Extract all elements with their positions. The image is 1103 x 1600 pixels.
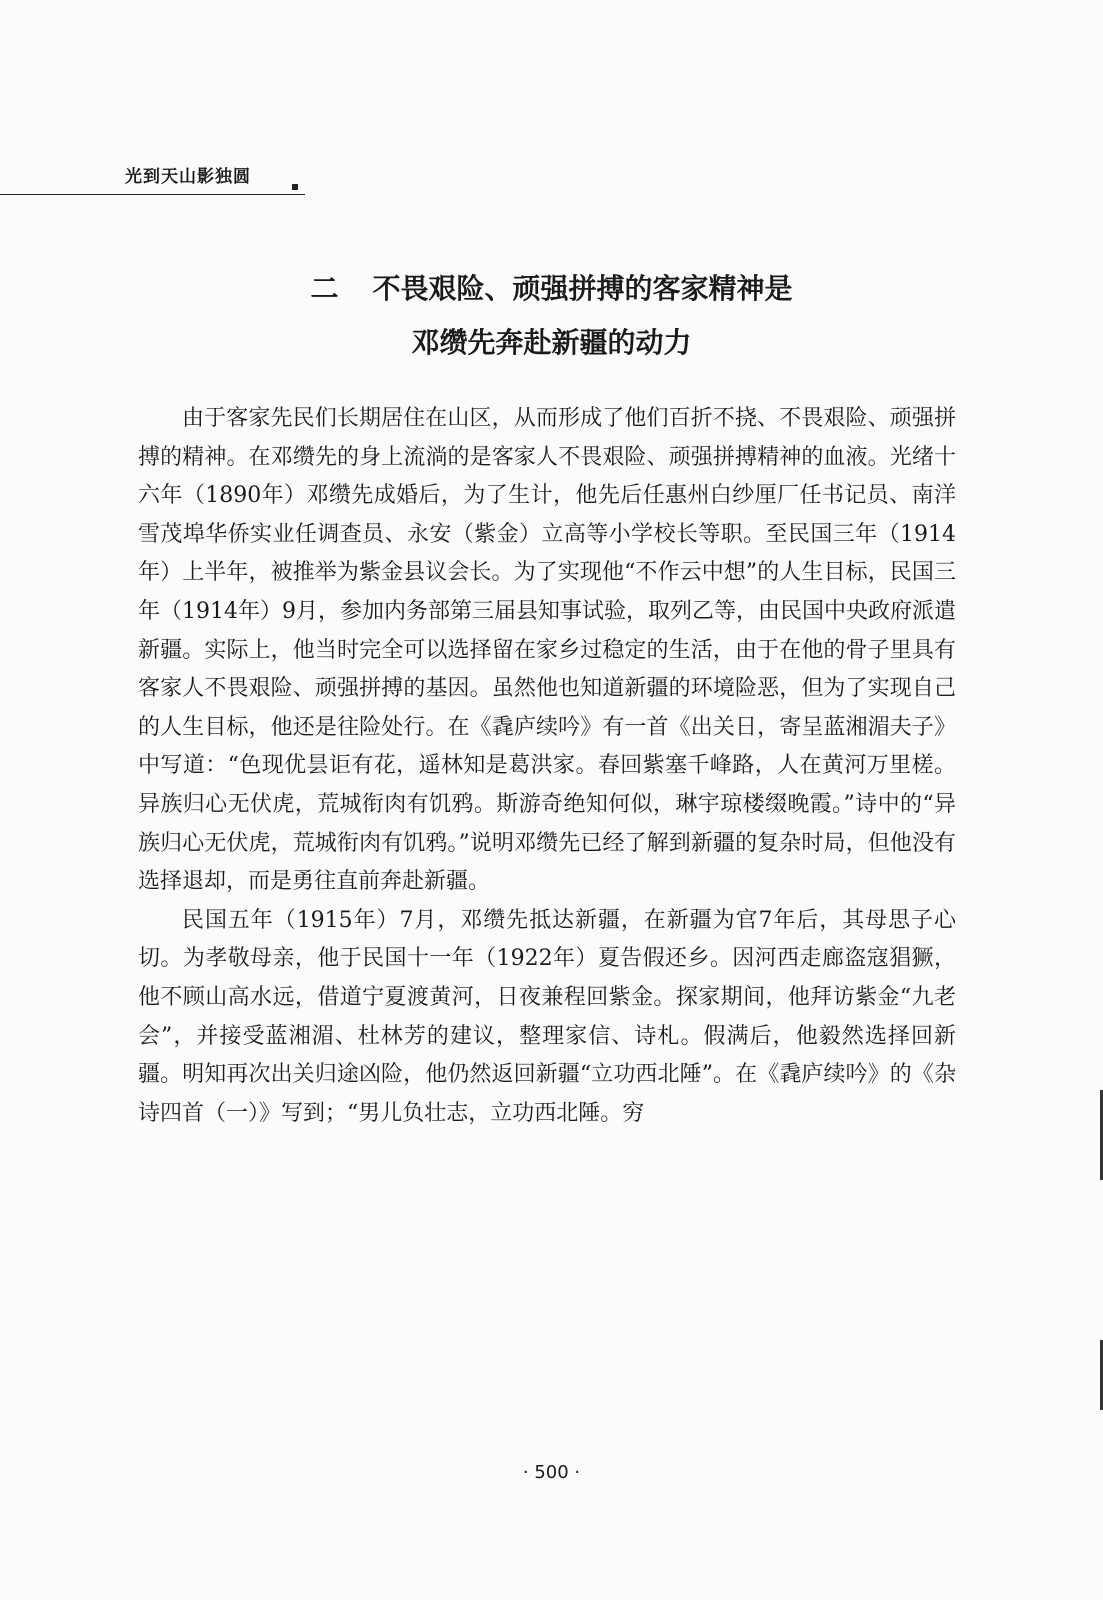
running-header bbox=[0, 166, 305, 195]
section-heading bbox=[0, 262, 1103, 370]
paragraph-1: 由于客家先民们长期居住在山区，从而形成了他们百折不挠、不畏艰险、顽强拼搏的精神。在邓缵先的身上流淌的是客家人不畏艰险、顽强拼搏精神的血液。光绪十六年（1890年）邓缵先成婚后，为了生计，他先后任惠州白纱厘厂任书记员、南洋雪茂埠华侨实业任调查员、永安（紫金）立高等小学校长等职。至民国三年（1914年）上半年，被推举为紫金县议会长。为了实现他“不作云中想”的人生目标，民国三年（1914年）9月，参加内务部第三届县知事试验，取列乙等，由民国中央政府派遣新疆。实际上，他当时完全可以选择留在家乡过稳定的生活，由于在他的骨子里具有客家人不畏艰险、顽强拼搏的基因。虽然他也知道新疆的环境险恶，但为了实现自己的人生目标，他还是往险处行。在《毳庐续吟》有一首《出关日，寄呈蓝湘湄夫子》中写道：“色现优昙讵有花，遥林知是葛洪家。春回紫塞千峰路，人在黄河万里槎。异族归心无伏虎，荒城衔肉有饥鸦。斯游奇绝知何似，琳宇琼楼缀晚霞。”诗中的“异族归心无伏虎，荒城衔肉有饥鸦。”说明邓缵先已经了解到新疆的复杂时局，但他没有选择退却，而是勇往直前奔赴新疆。 bbox=[138, 406, 956, 895]
section-number: 二 bbox=[310, 272, 339, 305]
section-heading-line-1 bbox=[0, 262, 1103, 316]
page-number: · 500 · bbox=[522, 1462, 581, 1483]
section-title-part-2: 邓缵先奔赴新疆的动力 bbox=[411, 326, 692, 359]
header-square-marker bbox=[292, 184, 298, 190]
body-text bbox=[138, 400, 956, 1133]
running-header-title: 光到天山影独圆 bbox=[125, 167, 251, 187]
section-title-part-1: 不畏艰险、顽强拼搏的客家精神是 bbox=[372, 272, 793, 305]
paragraph-2: 民国五年（1915年）7月，邓缵先抵达新疆，在新疆为官7年后，其母思子心切。为孝敬母亲，他于民国十一年（1922年）夏告假还乡。因河西走廊盗寇猖獗，他不顾山高水远，借道宁夏渡黄河，日夜兼程回紫金。探家期间，他拜访紫金“九老会”，并接受蓝湘湄、杜林芳的建议，整理家信、诗札。假满后，他毅然选择回新疆。明知再次出关归途凶险，他仍然返回新疆“立功西北陲”。在《毳庐续吟》的《杂诗四首（一）》写到；“男儿负壮志，立功西北陲。穷 bbox=[138, 907, 956, 1126]
